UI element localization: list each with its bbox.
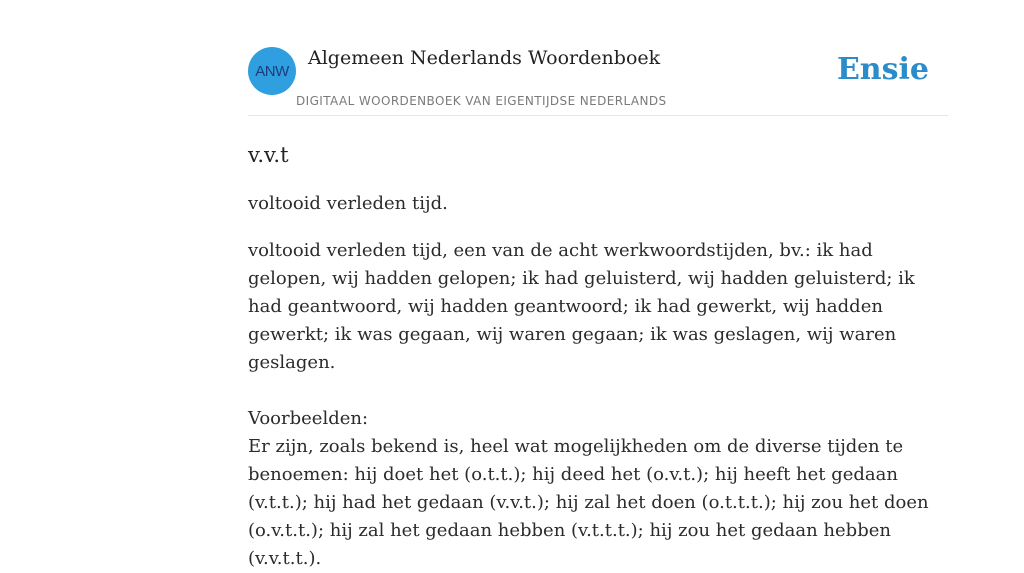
entry-content [248, 140, 953, 573]
site-subtitle: DIGITAAL WOORDENBOEK VAN EIGENTIJDSE NEDERLANDS [296, 94, 667, 108]
anw-logo[interactable] [248, 47, 296, 95]
page-title: v.v.t [248, 143, 289, 167]
logo-text: ANW [255, 62, 289, 80]
ensie-logo-link[interactable]: Ensie [836, 52, 929, 87]
long-definition: voltooid verleden tijd, een van de acht werkwoordstijden, bv.: ik had gelopen, wij hadden gelopen; ik had geluisterd, wij hadden geluisterd; ik had geantwoord, wij hadden geantwoord; ik had gewerkt, wij hadden gewerkt; ik was gegaan, wij waren gegaan; ik was geslagen, wij waren geslagen. Voorbeelden: Er zijn, zoals bekend is, heel wat mogelijkheden om de diverse tijden te benoemen: hij doet het (o.t.t.); hij deed het (o.v.t.); hij heeft het gedaan (v.t.t.); hij had het gedaan (v.v.t.); hij zal het doen (o.t.t.t.); hij zou het doen (o.v.t.t.); hij zal het gedaan hebben (v.t.t.t.); hij zou het gedaan hebben (v.v.t.t.). [248, 240, 929, 569]
site-header [248, 46, 948, 116]
short-definition: voltooid verleden tijd. [248, 193, 448, 214]
site-title[interactable]: Algemeen Nederlands Woordenboek [308, 47, 661, 69]
